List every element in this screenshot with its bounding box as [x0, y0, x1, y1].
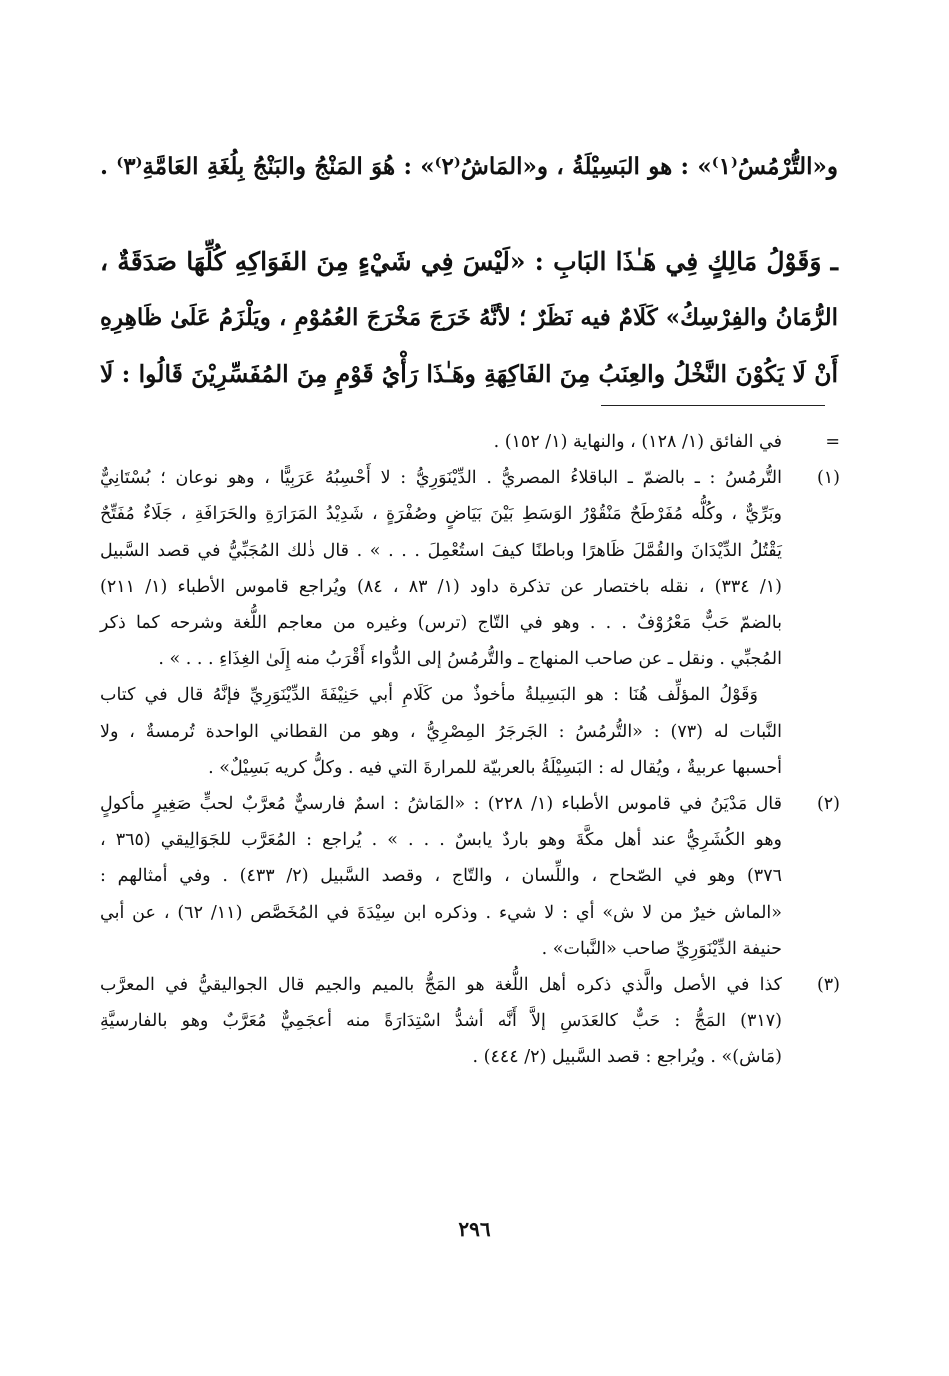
footnote-line: وَقَوْلُ المؤلِّف هُنَا : هو البَسِيلةُ مأخوذٌ من كَلَامِ أبي حَنِيْفَةَ الدِّيْنَوَرِيِّ فإنَّهُ قال في كتاب [100, 685, 758, 706]
footnote-number: (٢) [816, 794, 840, 815]
footnote-line: (٣١٧) المَجُّ : حَبٌّ كالعَدَسِ إلاَّ أَنَّه أشدُّ اسْتِدَارَةً منه أعجَمِيٌّ مُعَرَّبٌ وهو بالفارسيَّةِ [100, 1011, 782, 1032]
footnote-continuation [100, 424, 840, 460]
footnote-number: (١) [816, 468, 840, 489]
footnote-line: وبَرِّيٌّ ، وكُلُّه مُفَرْطَحٌ مَنْقُوْرُ الوَسَطِ بَيْنَ بَيَاضٍ وصُفْرَةٍ ، شَدِيْدُ المَرَارَةِ والحَرَافَةِ ، جَلَاءٌ مُفَتِّحٌ [100, 504, 782, 525]
footnote-line: في الفائق (١/ ١٢٨) ، والنهاية (١/ ١٥٢) . [493, 432, 782, 452]
footnote-number: (٣) [816, 975, 840, 996]
footnote-line: ٣٧٦) وهو في الصّحاح ، واللِّسان ، والتّاج ، وقصد السَّبيل (٢/ ٤٣٣) . وفي أمثالهم : [100, 866, 782, 887]
footnote-line: النَّبات له (٧٣) : «التُّرمُسُ : الجَرجَرُ المِصْرِيُّ ، وهو من القطاني الواحدة تُرمسةٌ ، ولا [100, 721, 782, 742]
footnote-line: (١/ ٣٣٤) ، نقله باختصار عن تذكرة داود (١/ ٨٣ ، ٨٤) ويُراجع قاموس الأطباء (١/ ٢١١) [100, 576, 782, 597]
footnote-line: وهو الكُشَرِيُّ عند أهل مكَّةَ وهو باردٌ يابسٌ . . . » . يُراجع : المُعَرَّب للجَوَالِيقي (٣٦٥ ، [100, 830, 782, 851]
footnote-2 [100, 786, 840, 967]
footnote-line: قال مَدْيَنُ في قاموس الأطباء (١/ ٢٢٨) : «المَاشُ : اسمٌ فارسيٌّ مُعرَّبٌ لحبٍّ صَغِيرٍ مأكولٍ [100, 794, 782, 815]
text-line: الرُّمَانُ والفِرْسِكُ» كَلَامٌ فيه نَظَرٌ ؛ لأنَّهُ خَرَجَ مَخْرَجَ العُمُوْمِ ، ويَلْزَمُ عَلَىٰ ظَاهِرِهِ [100, 304, 838, 331]
continuation-mark: = [825, 432, 840, 452]
page-number: ٢٩٦ [458, 1217, 491, 1241]
footnote-line: يَقْتُلُ الدِّيْدَانَ والقُمَّلَ ظَاهرًا وباطنًا كيفَ استُعْمِلَ . . . » . قال ذٰلك المُجَبِّيُّ في قصد السَّبيل [100, 540, 782, 561]
footnote-line: كذا في الأصل والَّذي ذكره أهل اللُّغة هو المَجُّ بالميم والجيم قال الجواليقيُّ في المعرَّب [100, 975, 782, 996]
text-line: ـ وَقَوْلُ مَالِكٍ فِي هَـٰذَا البَابِ : «لَيْسَ فِي شَيْءٍ مِنَ الفَوَاكِهِ كُلِّهَا صَدَقَةٌ ، [100, 247, 838, 276]
footnote-line: أحسبها عربيةٌ ، ويُقال له : البَسِيْلَةُ بالعربيّة للمرارةَ التي فيه . وكلُّ كريه بَسِيْلٌ» . [208, 757, 782, 778]
footnote-line: المُجبِّي . ونقل ـ عن صاحب المنهاج ـ والتُّرمُسُ إلى الدُّواء أَقْرَبُ منه إِلَىٰ الغِذَاءِ . . . » . [158, 649, 782, 670]
opening-line [100, 145, 838, 189]
text-line: و«التُّرْمُسُ⁽١⁾» : هو البَسِيْلَةُ ، و«المَاشُ⁽٢⁾» : هُوَ المَنْجُ والبَنْجُ بِلُغَةِ العَامَّةِ⁽٣⁾ . [100, 153, 838, 180]
footnote-line: التُّرمُسُ : ـ بالضمّ ـ الباقلاءُ المصريُّ . الدِّيْنَوَرِيُّ : لا أَحْسِبُهُ عَرَبِيًّا ، وهو نوعان ؛ بُسْتَانِيٌّ [100, 468, 782, 489]
footnote-line: حنيفة الدِّيْنَوَرِيِّ صاحب «النَّبات» . [541, 938, 782, 959]
main-paragraph [100, 234, 838, 402]
footnote-1 [100, 460, 840, 786]
footnote-line: بالضمّ حَبٌّ مَعْرُوْفٌ . . . وهو في التّاج (ترس) وغيره من معاجم اللُّغة وشرحه كما ذكر [100, 613, 782, 634]
footnote-3 [100, 967, 840, 1076]
footnote-line: «الماش خيرٌ من لا ش» أي : لا شيء . وذكره ابن سِيْدَةَ في المُخَصَّص (١١/ ٦٢) ، عن أبي [100, 902, 782, 923]
footnote-line: (مَاش)» . ويُراجع : قصد السَّبيل (٢/ ٤٤٤) . [472, 1047, 782, 1068]
footnotes [100, 424, 840, 1076]
text-line: أَنْ لَا يَكُوْنَ النَّخْلُ والعِنَبُ مِنَ الفَاكِهَةِ وهَـٰذَا رَأْيُ قَوْمٍ مِنَ المُفَسِّرِيْنَ قَالُوا : لَا [100, 360, 838, 388]
footnote-separator [601, 405, 825, 406]
